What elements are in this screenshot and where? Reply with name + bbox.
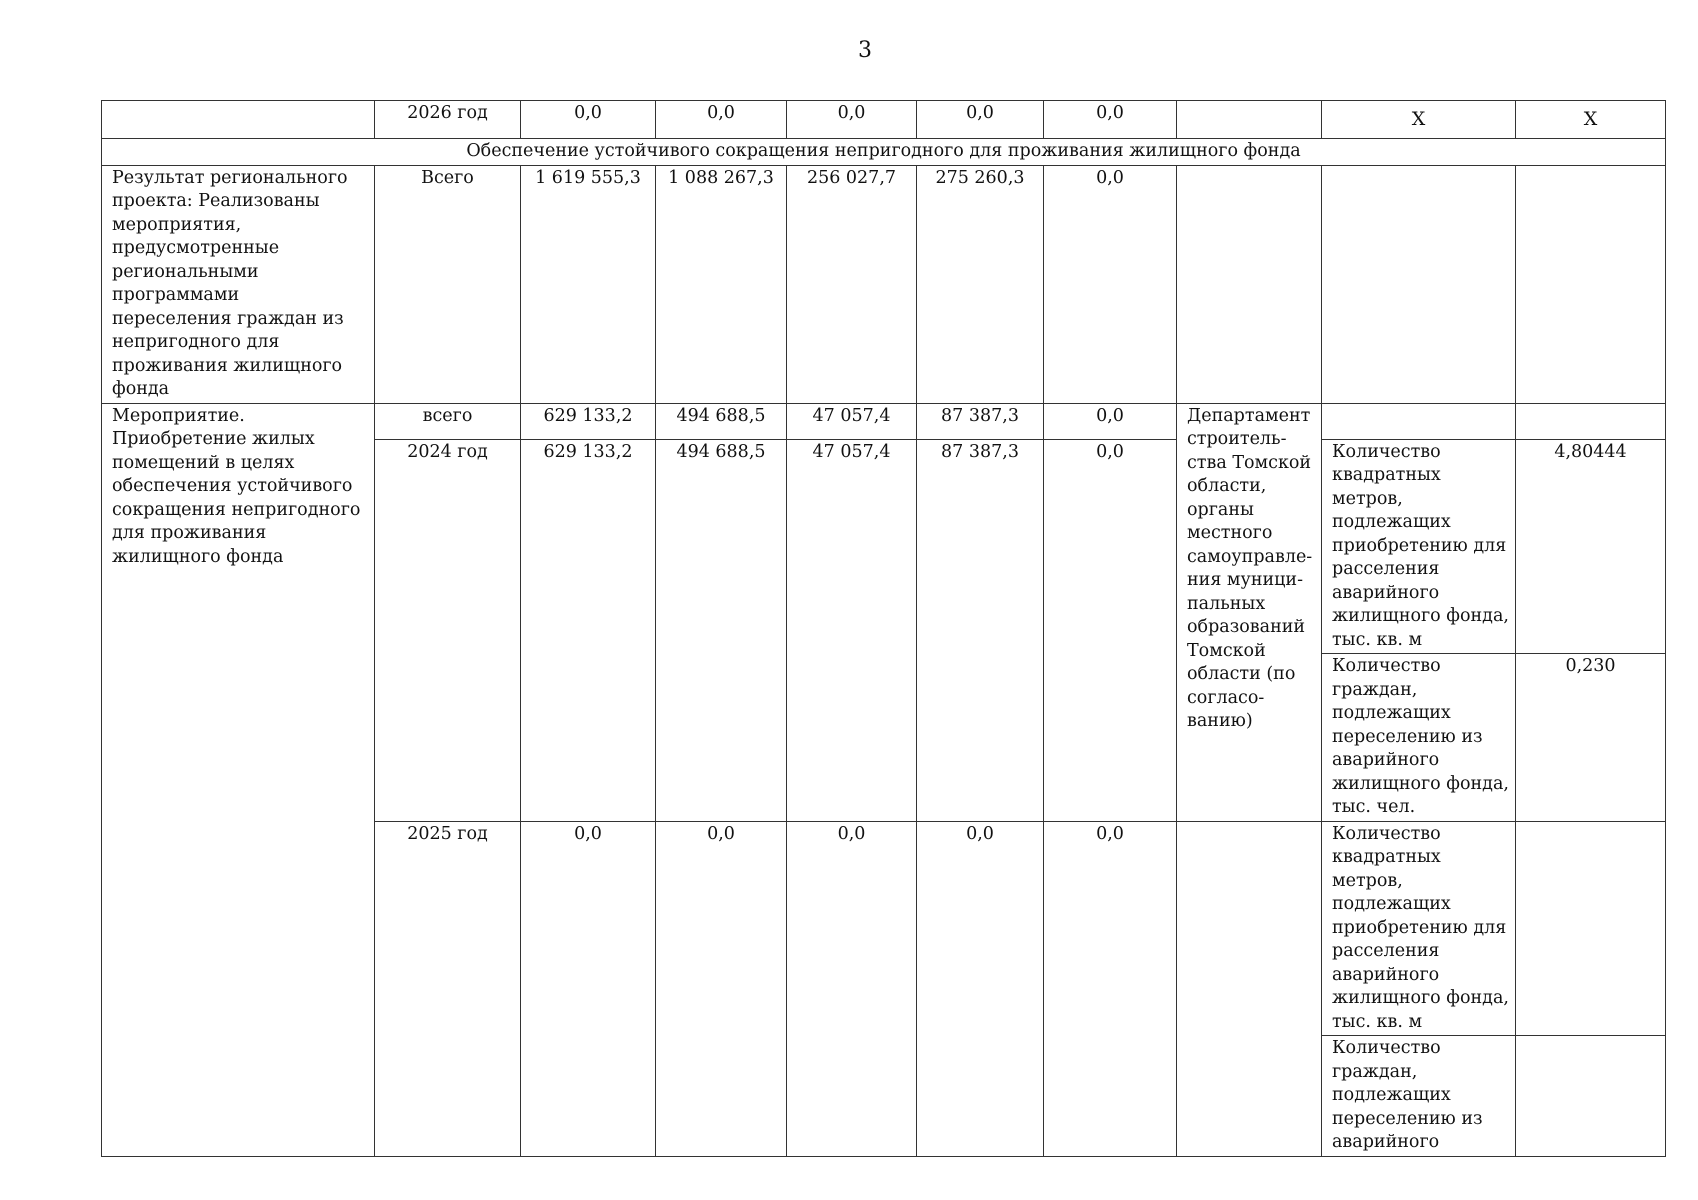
indicator-cell: [1322, 403, 1516, 439]
executor-cell: [1177, 101, 1322, 139]
page-number: 3: [858, 38, 872, 63]
x-mark: X: [1322, 101, 1516, 139]
value-cell: 47 057,4: [787, 403, 917, 439]
value-cell: 47 057,4: [787, 439, 917, 821]
value-cell: 256 027,7: [787, 165, 917, 403]
indicator-value: 0,230: [1516, 654, 1666, 822]
value-cell: 0,0: [521, 101, 656, 139]
indicator-value: 4,80444: [1516, 439, 1666, 654]
value-cell: 629 133,2: [521, 439, 656, 821]
value-cell: 0,0: [917, 821, 1044, 1156]
value-cell: 87 387,3: [917, 403, 1044, 439]
indicator-value-cell: [1516, 403, 1666, 439]
value-cell: 0,0: [1044, 101, 1177, 139]
executor-cell: [1177, 165, 1322, 403]
period-cell: всего: [375, 403, 521, 439]
indicator-name: Количество граждан, подлежащих переселению из аварийного: [1322, 1036, 1516, 1157]
value-cell: 0,0: [1044, 439, 1177, 821]
period-cell: Всего: [375, 165, 521, 403]
period-cell: 2024 год: [375, 439, 521, 821]
x-mark: X: [1516, 101, 1666, 139]
value-cell: 1 619 555,3: [521, 165, 656, 403]
value-cell: 0,0: [656, 821, 787, 1156]
value-cell: 0,0: [521, 821, 656, 1156]
period-cell: 2025 год: [375, 821, 521, 1156]
value-cell: 0,0: [1044, 403, 1177, 439]
value-cell: 0,0: [1044, 165, 1177, 403]
executor-cell: Департамент строитель-ства Томской области, органы местного самоуправле-ния муници-пальных образований Томской области (по согласо-ванию): [1177, 403, 1322, 821]
value-cell: 1 088 267,3: [656, 165, 787, 403]
value-cell: 87 387,3: [917, 439, 1044, 821]
value-cell: 275 260,3: [917, 165, 1044, 403]
indicator-cell: [1322, 165, 1516, 403]
indicator-name: Количество квадратных метров, подлежащих приобретению для расселения аварийного жилищного фонда, тыс. кв. м: [1322, 821, 1516, 1036]
table-row-measure-total: [102, 403, 1666, 439]
table-row-2026: [102, 101, 1666, 139]
indicator-value: [1516, 1036, 1666, 1157]
executor-cell: [1177, 821, 1322, 1156]
indicator-name: Количество граждан, подлежащих переселению из аварийного жилищного фонда, тыс. чел.: [1322, 654, 1516, 822]
value-cell: 0,0: [917, 101, 1044, 139]
result-name: Результат регионального проекта: Реализованы мероприятия, предусмотренные региональными программами переселения граждан из непригодного для проживания жилищного фонда: [102, 165, 375, 403]
section-title: Обеспечение устойчивого сокращения непригодного для проживания жилищного фонда: [102, 139, 1666, 166]
value-cell: 0,0: [787, 821, 917, 1156]
section-row: [102, 139, 1666, 166]
value-cell: 629 133,2: [521, 403, 656, 439]
indicator-value: [1516, 821, 1666, 1036]
value-cell: 494 688,5: [656, 439, 787, 821]
cell-empty: [102, 101, 375, 139]
budget-table: [101, 100, 1666, 1157]
value-cell: 494 688,5: [656, 403, 787, 439]
indicator-value-cell: [1516, 165, 1666, 403]
value-cell: 0,0: [787, 101, 917, 139]
value-cell: 0,0: [1044, 821, 1177, 1156]
table-row-result: [102, 165, 1666, 403]
value-cell: 0,0: [656, 101, 787, 139]
measure-name: Мероприятие. Приобретение жилых помещений в целях обеспечения устойчивого сокращения непригодного для проживания жилищного фонда: [102, 403, 375, 1156]
indicator-name: Количество квадратных метров, подлежащих приобретению для расселения аварийного жилищного фонда, тыс. кв. м: [1322, 439, 1516, 654]
period-cell: 2026 год: [375, 101, 521, 139]
